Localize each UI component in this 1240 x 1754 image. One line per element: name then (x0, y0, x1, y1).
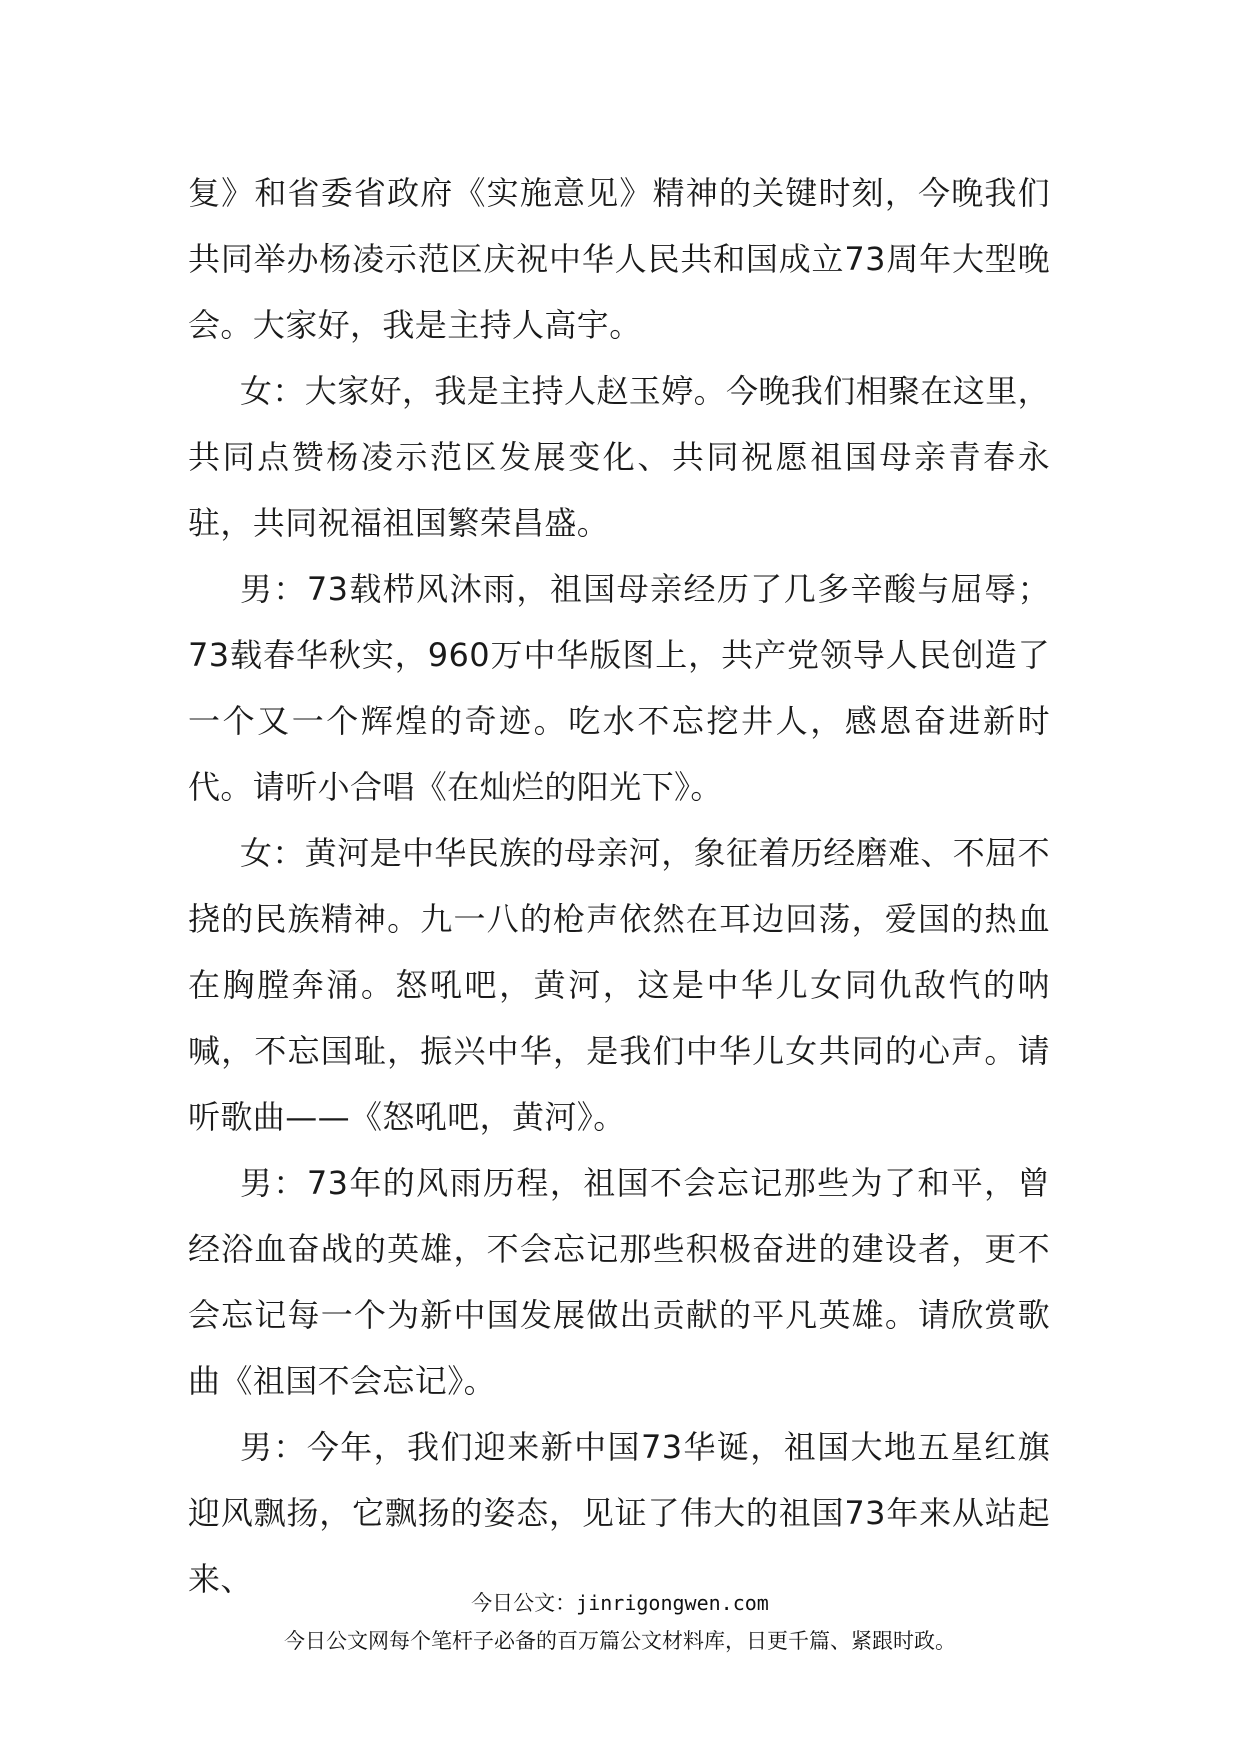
paragraph-1: 复》和省委省政府《实施意见》精神的关键时刻，今晚我们共同举办杨凌示范区庆祝中华人民共和国成立73周年大型晚会。大家好，我是主持人高宇。 (188, 174, 1050, 344)
document-body (188, 160, 1050, 1612)
page-footer (0, 1588, 1240, 1658)
paragraph-3: 男：73载栉风沐雨，祖国母亲经历了几多辛酸与屈辱；73载春华秋实，960万中华版图上，共产党领导人民创造了一个又一个辉煌的奇迹。吃水不忘挖井人，感恩奋进新时代。请听小合唱《在灿烂的阳光下》。 (188, 570, 1050, 806)
paragraph-6: 男：今年，我们迎来新中国73华诞，祖国大地五星红旗迎风飘扬，它飘扬的姿态，见证了伟大的祖国73年来从站起来、 (188, 1428, 1050, 1598)
footer-tagline: 今日公文网每个笔杆子必备的百万篇公文材料库，日更千篇、紧跟时政。 (284, 1629, 956, 1653)
paragraph-4: 女：黄河是中华民族的母亲河，象征着历经磨难、不屈不挠的民族精神。九一八的枪声依然在耳边回荡，爱国的热血在胸膛奔涌。怒吼吧，黄河，这是中华儿女同仇敌忾的呐喊，不忘国耻，振兴中华，是我们中华儿女共同的心声。请听歌曲——《怒吼吧，黄河》。 (188, 834, 1051, 1136)
footer-source-label: 今日公文： (471, 1591, 577, 1615)
paragraph-2: 女：大家好，我是主持人赵玉婷。今晚我们相聚在这里，共同点赞杨凌示范区发展变化、共同祝愿祖国母亲青春永驻，共同祝福祖国繁荣昌盛。 (188, 372, 1051, 542)
paragraph-5: 男：73年的风雨历程，祖国不会忘记那些为了和平，曾经浴血奋战的英雄，不会忘记那些积极奋进的建设者，更不会忘记每一个为新中国发展做出贡献的平凡英雄。请欣赏歌曲《祖国不会忘记》。 (188, 1164, 1050, 1400)
footer-site-link[interactable]: jinrigongwen.com (576, 1591, 769, 1615)
footer-source-line (0, 1588, 1240, 1618)
